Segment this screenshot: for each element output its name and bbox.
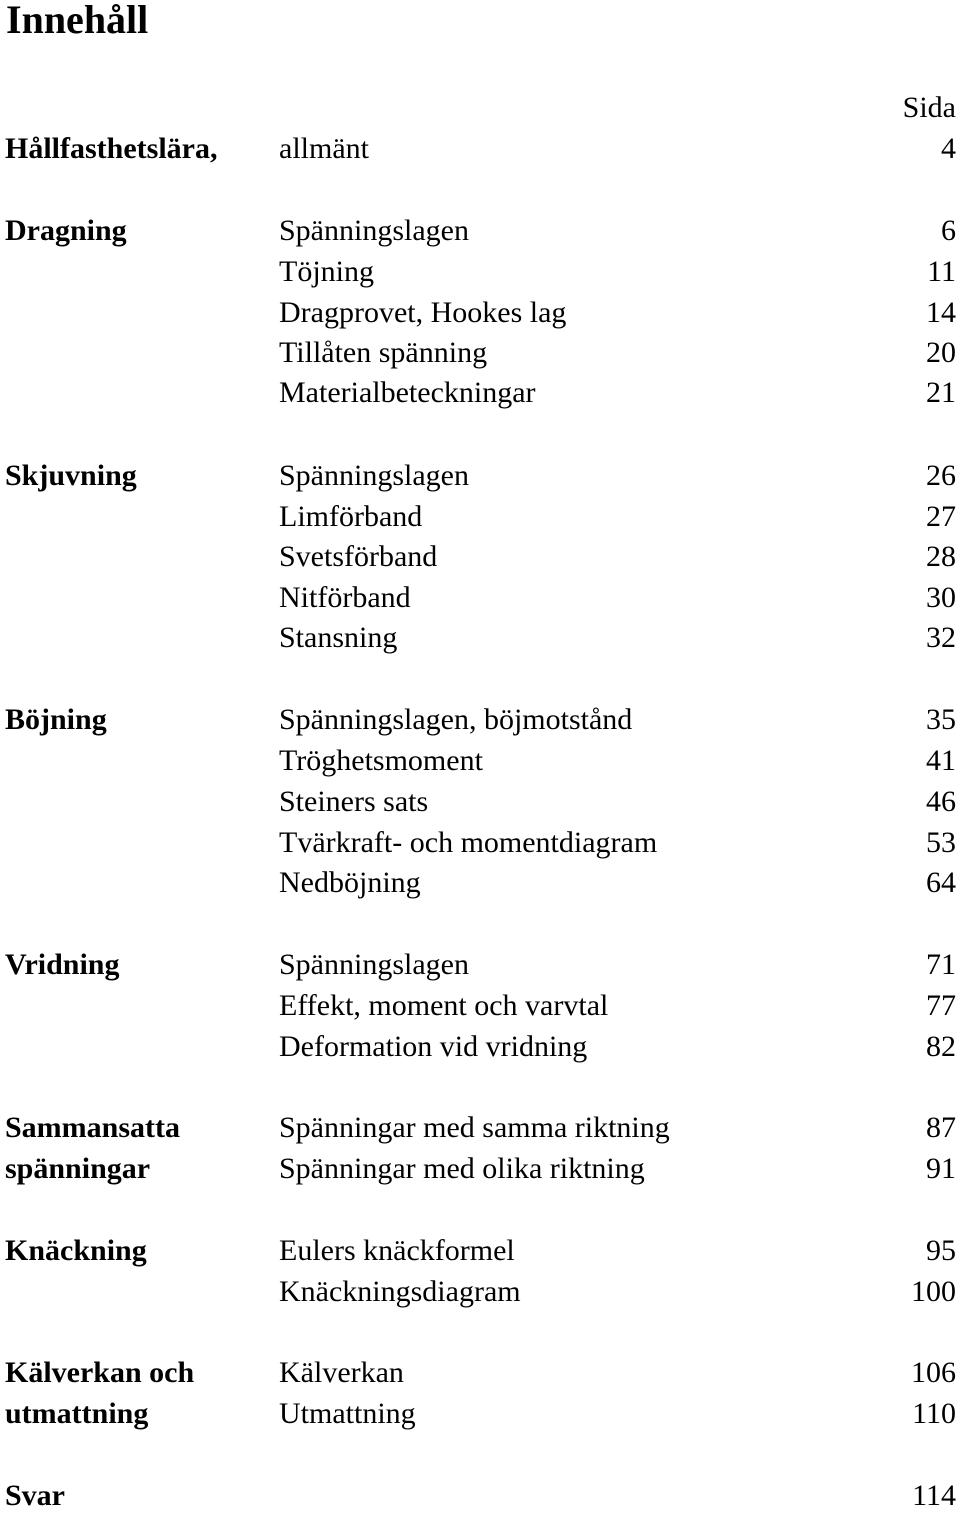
topic-label: Spänningslagen: [279, 459, 469, 492]
page-number: 77: [926, 989, 956, 1022]
topic-label: Utmattning: [279, 1397, 416, 1430]
topic-label: allmänt: [279, 132, 369, 165]
toc-entry: [0, 455, 960, 496]
topic-label: Tröghetsmoment: [279, 744, 483, 777]
page-number: 71: [926, 948, 956, 981]
page-number: 4: [941, 132, 956, 165]
topic-label: Spänningslagen: [279, 948, 469, 981]
topic-label: Svetsförband: [279, 540, 438, 573]
page-number: 100: [911, 1275, 956, 1308]
topic-label: Steiners sats: [279, 785, 429, 818]
page-number: 26: [926, 459, 956, 492]
toc-entry: [0, 1393, 960, 1434]
topic-label: Nitförband: [279, 581, 411, 614]
section-heading: Skjuvning: [5, 459, 137, 492]
topic-label: Kälverkan: [279, 1356, 404, 1389]
toc-entry: [0, 251, 960, 292]
page-number: 27: [926, 500, 956, 533]
section-heading: Kälverkan och: [5, 1356, 195, 1389]
topic-label: Effekt, moment och varvtal: [279, 989, 609, 1022]
toc-entry: [0, 372, 960, 413]
section-heading: Dragning: [5, 214, 127, 247]
toc-entry: [0, 577, 960, 618]
page-number: 82: [926, 1030, 956, 1063]
page-number: 6: [941, 214, 956, 247]
toc-entry: [0, 617, 960, 658]
topic-label: Stansning: [279, 621, 398, 654]
section-heading: Hållfasthetslära,: [5, 132, 218, 165]
toc-entry: [0, 1230, 960, 1271]
toc-entry: [0, 862, 960, 903]
toc-entry: [0, 1271, 960, 1312]
toc-entry: [0, 128, 960, 169]
topic-label: Materialbeteckningar: [279, 376, 536, 409]
section-heading: Svar: [5, 1479, 65, 1512]
section-heading: Vridning: [5, 948, 120, 981]
page-number: 91: [926, 1152, 956, 1185]
toc-entry: [0, 944, 960, 985]
topic-label: Dragprovet, Hookes lag: [279, 296, 567, 329]
page-number: 53: [926, 826, 956, 859]
section-heading: utmattning: [5, 1397, 149, 1430]
toc-entry: [0, 210, 960, 251]
page-number: 110: [912, 1397, 956, 1430]
toc-entry: [0, 1107, 960, 1148]
page-number: 14: [926, 296, 956, 329]
page-number: 95: [926, 1234, 956, 1267]
topic-label: Spänningar med samma riktning: [279, 1111, 670, 1144]
topic-label: Töjning: [279, 255, 374, 288]
topic-label: Knäckningsdiagram: [279, 1275, 521, 1308]
topic-label: Nedböjning: [279, 866, 421, 899]
topic-label: Tillåten spänning: [279, 336, 488, 369]
topic-label: Eulers knäckformel: [279, 1234, 515, 1267]
toc-entry: [0, 1352, 960, 1393]
toc-entry: [0, 740, 960, 781]
page-number: 30: [926, 581, 956, 614]
page-number: 87: [926, 1111, 956, 1144]
page-title: Innehåll: [6, 0, 149, 42]
page-number: 11: [927, 255, 956, 288]
section-heading: Böjning: [5, 703, 107, 736]
topic-label: Tvärkraft- och momentdiagram: [279, 826, 658, 859]
page-column-header: Sida: [902, 91, 956, 124]
toc-entry: [0, 1148, 960, 1189]
page-number: 21: [926, 376, 956, 409]
toc-entry: [0, 781, 960, 822]
toc-entry: [0, 699, 960, 740]
page-number: 35: [926, 703, 956, 736]
page-number: 28: [926, 540, 956, 573]
page-number: 41: [926, 744, 956, 777]
topic-label: Spänningslagen: [279, 214, 469, 247]
toc-entry: [0, 985, 960, 1026]
toc-entry: [0, 822, 960, 863]
topic-label: Spänningar med olika riktning: [279, 1152, 645, 1185]
toc-entry: [0, 1026, 960, 1067]
page-number: 46: [926, 785, 956, 818]
page-number: 32: [926, 621, 956, 654]
topic-label: Limförband: [279, 500, 423, 533]
topic-label: Spänningslagen, böjmotstånd: [279, 703, 633, 736]
section-heading: Sammansatta: [5, 1111, 181, 1144]
toc-entry: [0, 332, 960, 373]
toc-entry: [0, 292, 960, 333]
toc-entry: [0, 1475, 960, 1516]
topic-label: Deformation vid vridning: [279, 1030, 588, 1063]
section-heading: Knäckning: [5, 1234, 147, 1267]
page-number: 64: [926, 866, 956, 899]
toc-entry: [0, 496, 960, 537]
page-number: 114: [912, 1479, 956, 1512]
page-number: 106: [911, 1356, 956, 1389]
toc-entry: [0, 536, 960, 577]
page-number: 20: [926, 336, 956, 369]
section-heading: spänningar: [5, 1152, 151, 1185]
